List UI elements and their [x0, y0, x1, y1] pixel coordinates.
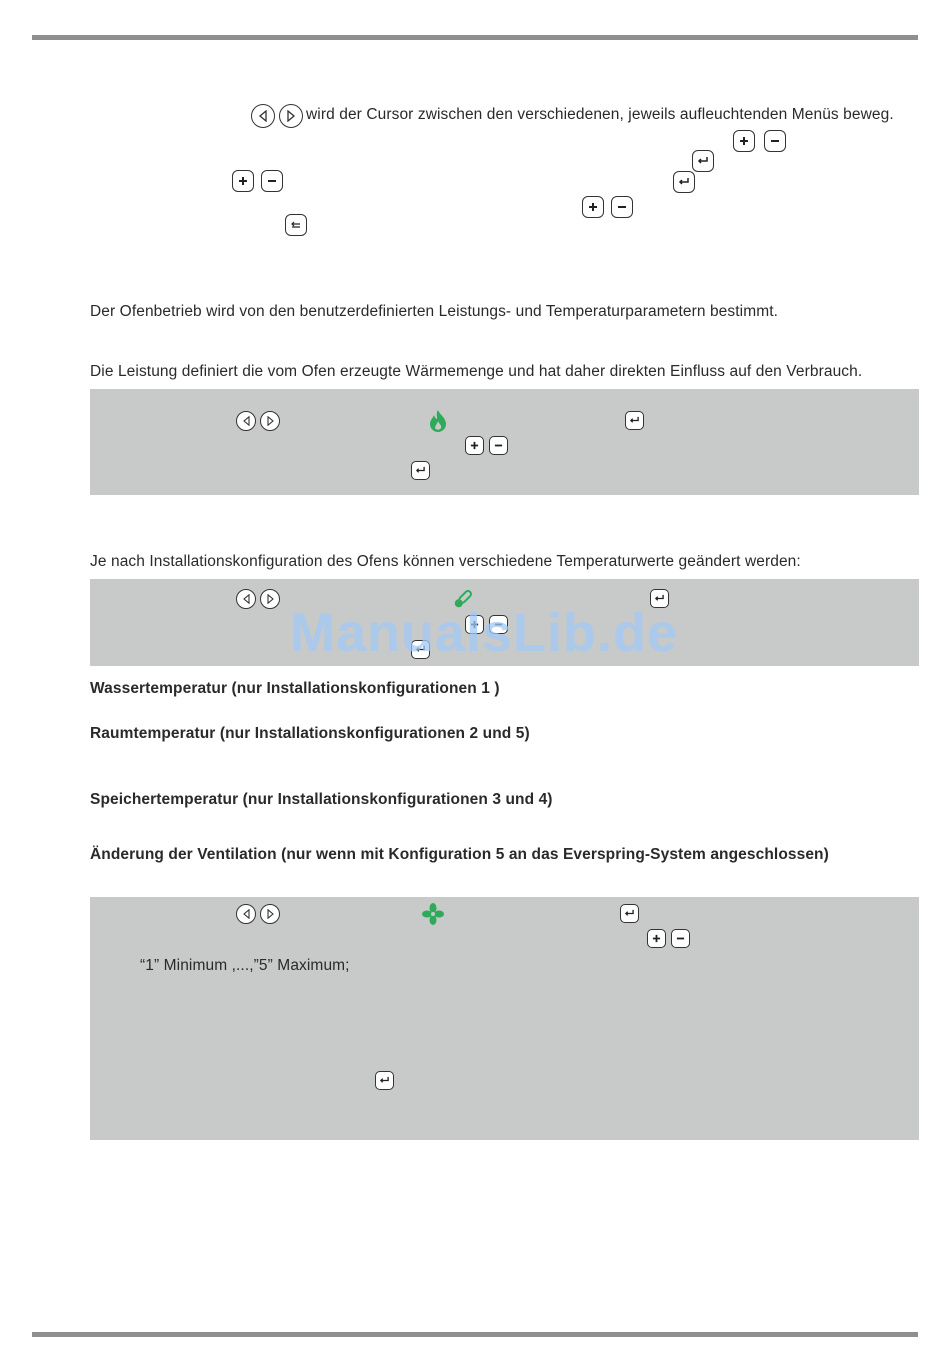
left-arrow-button[interactable] — [236, 589, 256, 609]
plus-button[interactable] — [733, 130, 755, 152]
enter-icon — [678, 177, 690, 187]
right-arrow-button[interactable] — [279, 104, 303, 128]
heading-room-temperature: Raumtemperatur (nur Installationskonfigurationen 2 und 5) — [90, 725, 530, 742]
temperature-paragraph: Je nach Installationskonfiguration des Ofens können verschiedene Temperaturwerte geändert werden: — [90, 553, 801, 570]
heading-water-temperature: Wassertemperatur (nur Installationskonfigurationen 1 ) — [90, 680, 500, 697]
operation-paragraph: Der Ofenbetrieb wird von den benutzerdefinierten Leistungs- und Temperaturparametern bestimmt. — [90, 303, 779, 320]
plus-icon — [652, 934, 661, 943]
minus-button[interactable] — [261, 170, 283, 192]
right-arrow-button[interactable] — [260, 904, 280, 924]
plus-icon — [470, 441, 479, 450]
minus-icon — [770, 136, 780, 146]
enter-button[interactable] — [692, 150, 714, 172]
plus-icon — [588, 202, 598, 212]
left-arrow-button[interactable] — [236, 904, 256, 924]
left-arrow-button[interactable] — [251, 104, 275, 128]
power-panel — [90, 389, 919, 495]
back-button[interactable] — [285, 214, 307, 236]
plus-icon — [238, 176, 248, 186]
plus-button[interactable] — [232, 170, 254, 192]
top-rule — [32, 35, 918, 40]
minus-icon — [267, 176, 277, 186]
right-arrow-icon — [266, 416, 275, 426]
enter-button[interactable] — [673, 171, 695, 193]
heading-ventilation: Änderung der Ventilation (nur wenn mit Konfiguration 5 an das Everspring-System angeschlossen) — [90, 846, 829, 863]
minus-icon — [676, 934, 685, 943]
plus-button[interactable] — [582, 196, 604, 218]
flame-icon — [428, 409, 448, 433]
enter-button[interactable] — [375, 1071, 394, 1090]
enter-icon — [415, 466, 426, 475]
back-icon — [290, 220, 302, 230]
minus-icon — [617, 202, 627, 212]
enter-button[interactable] — [411, 461, 430, 480]
bottom-rule — [32, 1332, 918, 1337]
fan-icon — [422, 903, 444, 925]
power-paragraph: Die Leistung definiert die vom Ofen erzeugte Wärmemenge und hat daher direkten Einfluss auf den Verbrauch. — [90, 363, 863, 380]
watermark: ManualsLib.de — [290, 603, 679, 663]
enter-icon — [379, 1076, 390, 1085]
right-arrow-button[interactable] — [260, 411, 280, 431]
plus-button[interactable] — [465, 436, 484, 455]
left-arrow-icon — [258, 110, 268, 122]
left-arrow-button[interactable] — [236, 411, 256, 431]
enter-icon — [697, 156, 709, 166]
left-arrow-icon — [242, 594, 251, 604]
ventilation-scale-text: “1” Minimum ,...,”5” Maximum; — [140, 957, 350, 974]
minus-button[interactable] — [489, 436, 508, 455]
plus-button[interactable] — [647, 929, 666, 948]
left-arrow-icon — [242, 909, 251, 919]
right-arrow-icon — [286, 110, 296, 122]
ventilation-panel — [90, 897, 919, 1140]
enter-icon — [629, 416, 640, 425]
minus-button[interactable] — [764, 130, 786, 152]
minus-button[interactable] — [611, 196, 633, 218]
plus-icon — [739, 136, 749, 146]
minus-button[interactable] — [671, 929, 690, 948]
minus-icon — [494, 441, 503, 450]
enter-button[interactable] — [625, 411, 644, 430]
right-arrow-button[interactable] — [260, 589, 280, 609]
intro-text: wird der Cursor zwischen den verschiedenen, jeweils aufleuchtenden Menüs beweg. — [306, 106, 894, 123]
enter-button[interactable] — [620, 904, 639, 923]
left-arrow-icon — [242, 416, 251, 426]
enter-icon — [624, 909, 635, 918]
right-arrow-icon — [266, 909, 275, 919]
right-arrow-icon — [266, 594, 275, 604]
heading-storage-temperature: Speichertemperatur (nur Installationskonfigurationen 3 und 4) — [90, 791, 553, 808]
